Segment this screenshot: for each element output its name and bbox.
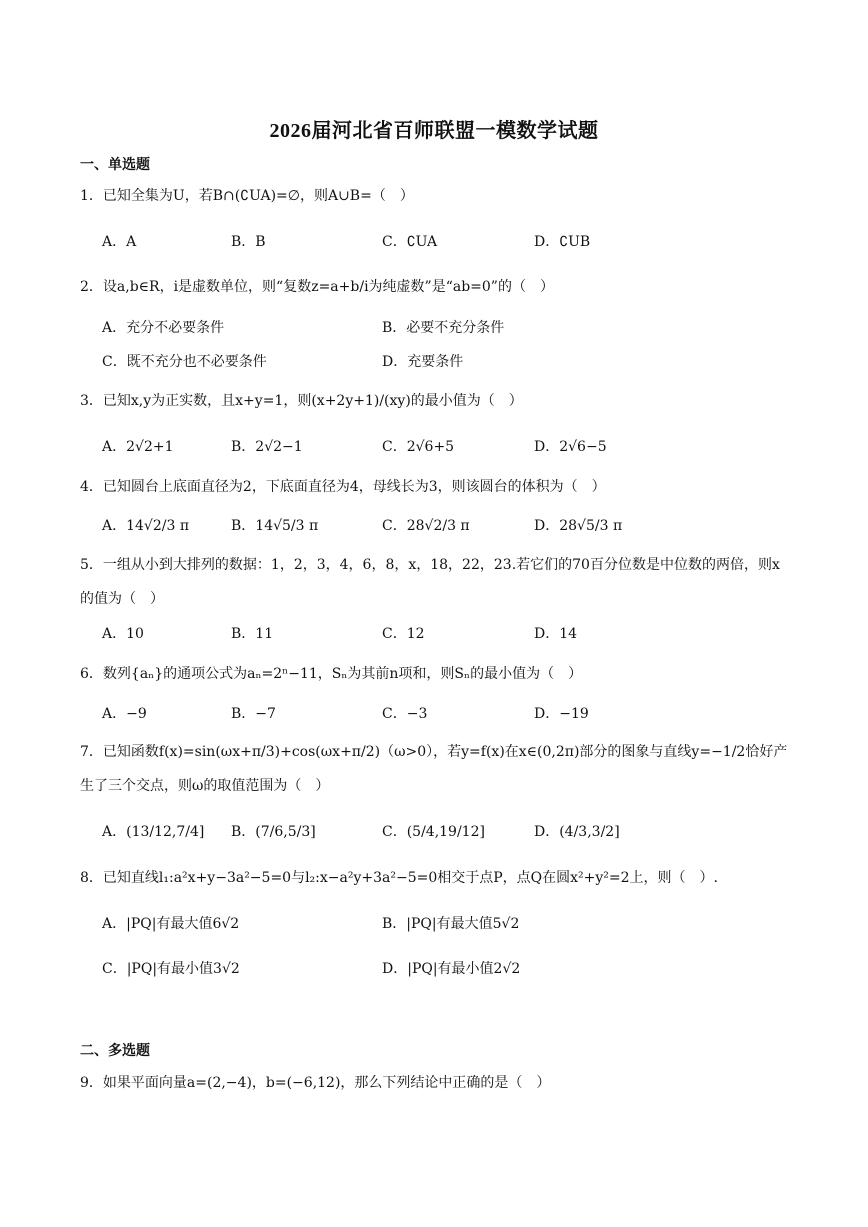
- q2-option-d: D．充要条件: [382, 354, 464, 370]
- q5-option-c: C．12: [382, 626, 425, 642]
- q5-option-d: D．14: [534, 626, 578, 642]
- q3-option-d: D．2√6−5: [534, 439, 607, 455]
- q4-option-c: C．28√2/3 π: [382, 518, 470, 534]
- q4-option-d: D．28√5/3 π: [534, 518, 623, 534]
- q7-option-d: D．(4/3,3/2]: [534, 824, 620, 840]
- q7-option-b: B．(7/6,5/3]: [231, 824, 316, 840]
- question-7: 7．已知函数f(x)=sin(ωx+π/3)+cos(ωx+π/2)（ω>0），若y=f(x)在x∈(0,2π)部分的图象与直线y=−1/2恰好产生了三个交点，则ω的取值范围为（ ）: [80, 744, 788, 794]
- q6-option-a: A．−9: [102, 706, 147, 722]
- question-8: 8．已知直线l₁:a²x+y−3a²−5=0与l₂:x−a²y+3a²−5=0相交于点P，点Q在圆x²+y²=2上，则（ ）.: [80, 870, 718, 886]
- q7-option-a: A．(13/12,7/4]: [102, 824, 205, 840]
- q8-option-b: B．|PQ|有最大值5√2: [382, 916, 520, 932]
- question-4: 4．已知圆台上底面直径为2，下底面直径为4，母线长为3，则该圆台的体积为（ ）: [80, 479, 606, 495]
- section-heading-multi: 二、多选题: [80, 1043, 150, 1059]
- q1-option-c: C．∁UA: [382, 234, 438, 250]
- q1-option-a: A．A: [102, 234, 137, 250]
- q8-option-c: C．|PQ|有最小值3√2: [102, 961, 240, 977]
- question-9: 9．如果平面向量a=(2,−4)，b=(−6,12)，那么下列结论中正确的是（ ）: [80, 1075, 551, 1091]
- q3-option-a: A．2√2+1: [102, 439, 174, 455]
- q1-option-b: B．B: [231, 234, 266, 250]
- q4-option-b: B．14√5/3 π: [231, 518, 319, 534]
- q6-option-b: B．−7: [231, 706, 276, 722]
- question-1: 1．已知全集为U，若B∩(∁UA)=∅，则A∪B=（ ）: [80, 188, 414, 204]
- page-title: 2026届河北省百师联盟一模数学试题: [269, 120, 599, 142]
- q6-option-d: D．−19: [534, 706, 589, 722]
- q2-option-a: A．充分不必要条件: [102, 320, 225, 336]
- q5-option-a: A．10: [102, 626, 144, 642]
- q2-option-b: B．必要不充分条件: [382, 320, 505, 336]
- question-6: 6．数列{aₙ}的通项公式为aₙ=2ⁿ−11，Sₙ为其前n项和，则Sₙ的最小值为（ ）: [80, 666, 583, 682]
- q4-option-a: A．14√2/3 π: [102, 518, 190, 534]
- q3-option-c: C．2√6+5: [382, 439, 455, 455]
- question-5: 5．一组从小到大排列的数据：1，2，3，4，6，8，x，18，22，23.若它们的70百分位数是中位数的两倍，则x的值为（ ）: [80, 557, 780, 607]
- q8-option-d: D．|PQ|有最小值2√2: [382, 961, 521, 977]
- q3-option-b: B．2√2−1: [231, 439, 303, 455]
- q5-option-b: B．11: [231, 626, 274, 642]
- question-2: 2．设a,b∈R，i是虚数单位，则“复数z=a+b/i为纯虚数”是“ab=0”的（ ）: [80, 279, 554, 295]
- q1-option-d: D．∁UB: [534, 234, 591, 250]
- q8-option-a: A．|PQ|有最大值6√2: [102, 916, 240, 932]
- question-3: 3．已知x,y为正实数，且x+y=1，则(x+2y+1)/(xy)的最小值为（ ）: [80, 393, 523, 409]
- q6-option-c: C．−3: [382, 706, 428, 722]
- section-heading-single: 一、单选题: [80, 157, 150, 173]
- q2-option-c: C．既不充分也不必要条件: [102, 354, 267, 370]
- q7-option-c: C．(5/4,19/12]: [382, 824, 485, 840]
